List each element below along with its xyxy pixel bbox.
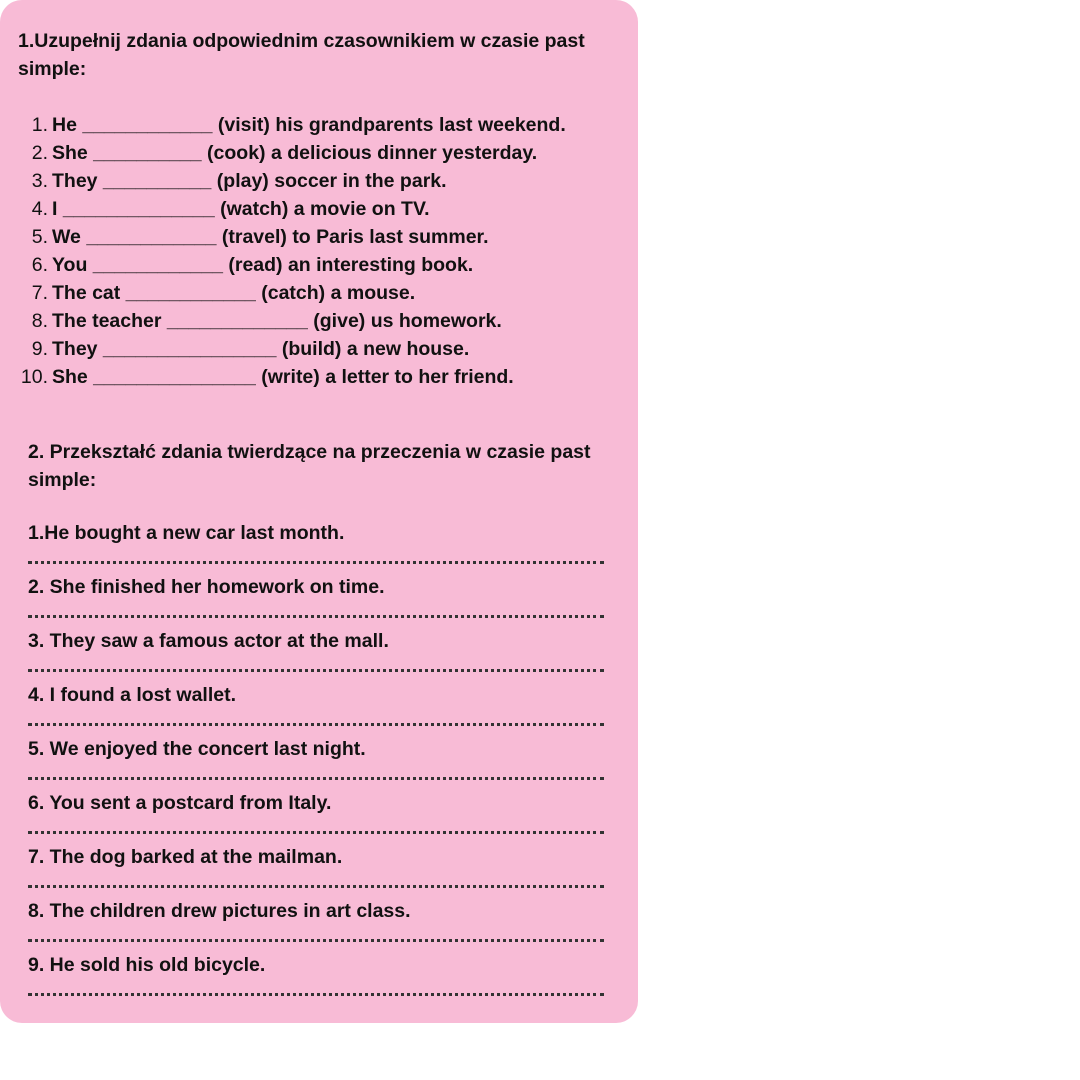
item-text: You ____________ (read) an interesting book. [52, 254, 474, 276]
sentence-text: 3. They saw a famous actor at the mall. [28, 630, 389, 652]
item-text: She __________ (cook) a delicious dinner yesterday. [52, 142, 538, 164]
answer-line[interactable] [28, 723, 604, 726]
list-item [0, 167, 620, 195]
sentence-text: 4. I found a lost wallet. [28, 684, 237, 706]
item-number: 8. [31, 310, 48, 332]
sentence-text: 8. The children drew pictures in art class. [28, 900, 411, 922]
exercise1-list [0, 111, 620, 391]
list-item [0, 335, 620, 363]
list-item [28, 573, 604, 627]
item-number: 9. [31, 338, 48, 360]
list-item [0, 111, 620, 139]
list-item [28, 735, 604, 789]
exercise2-list [28, 519, 604, 1005]
item-number: 5. [31, 226, 48, 248]
answer-line[interactable] [28, 939, 604, 942]
item-number: 3. [31, 170, 48, 192]
list-item [0, 251, 620, 279]
list-item [0, 363, 620, 391]
item-number: 6. [31, 254, 48, 276]
sentence-text: 9. He sold his old bicycle. [28, 954, 266, 976]
answer-line[interactable] [28, 669, 604, 672]
sentence-text: 2. She finished her homework on time. [28, 576, 385, 598]
answer-line[interactable] [28, 561, 604, 564]
item-text: She _______________ (write) a letter to her friend. [52, 366, 514, 388]
list-item [28, 843, 604, 897]
answer-line[interactable] [28, 831, 604, 834]
list-item [28, 951, 604, 1005]
item-number: 4. [31, 198, 48, 220]
list-item [0, 139, 620, 167]
list-item [0, 195, 620, 223]
item-text: He ____________ (visit) his grandparents last weekend. [52, 114, 566, 136]
answer-line[interactable] [28, 885, 604, 888]
list-item [28, 897, 604, 951]
list-item [0, 279, 620, 307]
list-item [28, 789, 604, 843]
item-text: They ________________ (build) a new house. [52, 338, 470, 360]
sentence-text: 6. You sent a postcard from Italy. [28, 792, 332, 814]
item-text: They __________ (play) soccer in the park. [52, 170, 447, 192]
item-number: 7. [31, 282, 48, 304]
answer-line[interactable] [28, 777, 604, 780]
sentence-text: 7. The dog barked at the mailman. [28, 846, 343, 868]
item-text: I ______________ (watch) a movie on TV. [52, 198, 430, 220]
item-number: 10. [20, 366, 48, 388]
sentence-text: 5. We enjoyed the concert last night. [28, 738, 366, 760]
item-text: We ____________ (travel) to Paris last summer. [52, 226, 489, 248]
item-text: The cat ____________ (catch) a mouse. [52, 282, 416, 304]
item-number: 2. [31, 142, 48, 164]
list-item [28, 681, 604, 735]
exercise1-title: 1.Uzupełnij zdania odpowiednim czasownikiem w czasie past simple: [18, 30, 585, 80]
list-item [0, 307, 620, 335]
list-item [28, 627, 604, 681]
exercise2-title: 2. Przekształć zdania twierdzące na przeczenia w czasie past simple: [28, 441, 591, 491]
item-number: 1. [31, 114, 48, 136]
list-item [0, 223, 620, 251]
item-text: The teacher _____________ (give) us homework. [52, 310, 502, 332]
list-item [28, 519, 604, 573]
sentence-text: 1.He bought a new car last month. [28, 522, 345, 544]
answer-line[interactable] [28, 993, 604, 996]
answer-line[interactable] [28, 615, 604, 618]
